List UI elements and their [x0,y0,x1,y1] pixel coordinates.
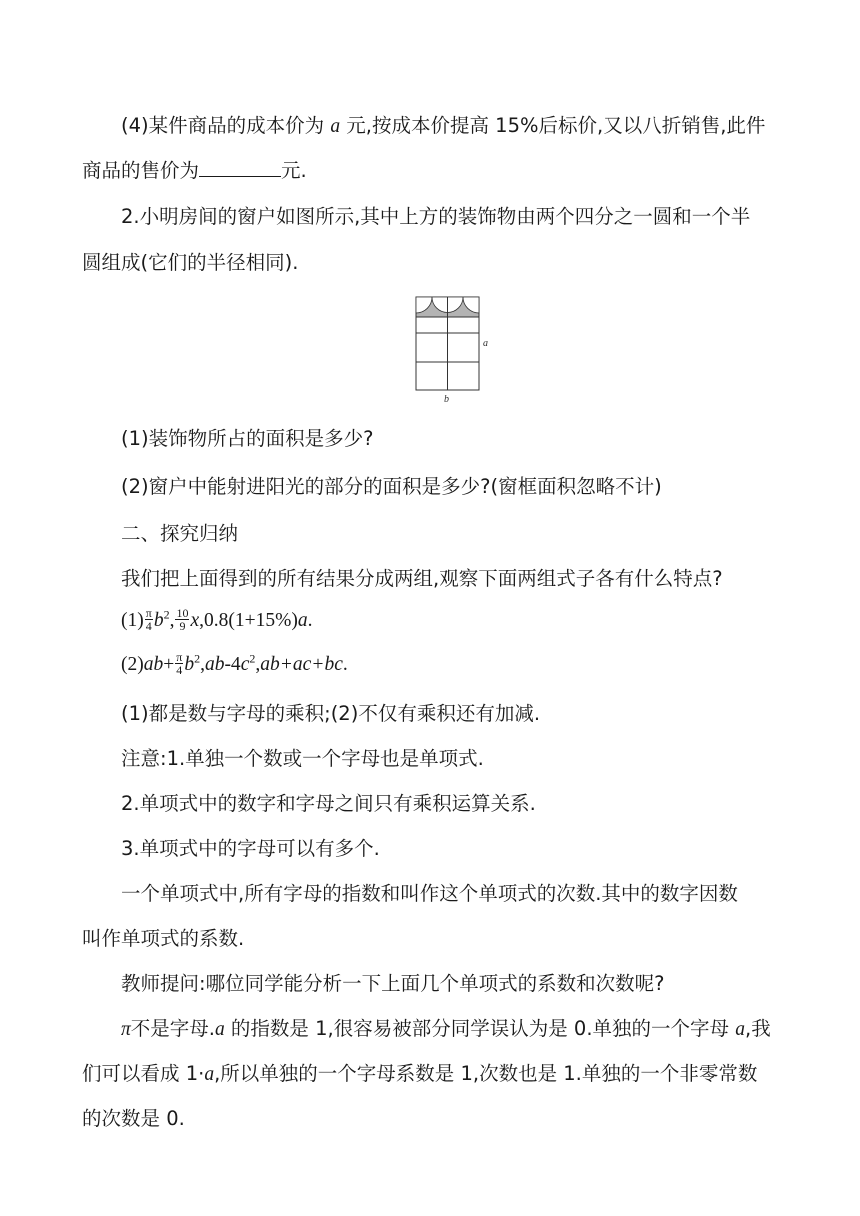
variable: b [153,610,164,631]
section-heading: 二、探究归纳 [121,522,239,545]
feature-summary: (1)都是数与字母的乘积;(2)不仅有乘积还有加减. [121,702,541,725]
answer-blank [199,158,281,177]
denominator: 9 [179,619,186,634]
text: ,我 [745,1017,771,1040]
variable: a [214,1019,225,1040]
group-1-expressions [121,607,312,635]
question-2-sub2: (2)窗户中能射进阳光的部分的面积是多少?(窗框面积忽略不计) [121,475,662,498]
variable: b [184,654,195,675]
variable: a [735,1019,745,1040]
label-a: a [483,338,488,349]
definition-line1: 一个单项式中,所有字母的指数和叫作这个单项式的次数.其中的数字因数 [121,882,738,905]
text: 们可以看成 1· [82,1062,205,1085]
variable: x [190,610,200,631]
fraction-pi-4 [175,651,183,676]
definition-line2: 叫作单项式的系数. [82,927,245,950]
question-2-sub1: (1)装饰物所占的面积是多少? [121,427,374,450]
problem-4-line1 [121,112,765,141]
text: ,0.8(1+15%) [199,610,298,631]
pi-symbol: π [121,1019,131,1040]
text: 元,按成本价提高 15%后标价,又以八折销售,此件 [340,114,766,137]
note-1: 注意:1.单独一个数或一个字母也是单项式. [121,747,484,770]
operator: + [163,654,175,675]
text: 的指数是 1,很容易被部分同学误认为是 0.单独的一个字母 [224,1017,736,1040]
denominator: 4 [176,663,183,678]
window-figure [400,293,500,408]
text: ,所以单独的一个字母系数是 1,次数也是 1.单独的一个非零常数 [214,1062,758,1085]
question-2-line2: 圆组成(它们的半径相同). [82,251,299,274]
label: (2) [121,654,144,675]
numerator: π [145,606,152,621]
text: 商品的售价为 [82,159,200,182]
comma: , [169,610,175,631]
expression: ab+ac+bc [260,654,343,675]
denominator: 4 [145,619,152,634]
variable: ab [204,654,225,675]
exponent: 2 [249,651,256,666]
answer-line1 [121,1015,771,1044]
period: . [342,654,348,675]
exponent: 2 [163,607,170,622]
period: . [307,610,313,631]
text: 不是字母. [130,1017,215,1040]
label-b: b [444,394,449,405]
variable: a [204,1064,215,1085]
variable: c [240,654,250,675]
variable: a [297,610,308,631]
text: -4 [224,654,241,675]
fraction-pi-4 [145,607,153,632]
teacher-question: 教师提问:哪位同学能分析一下上面几个单项式的系数和次数呢? [121,972,665,995]
variable: a [330,116,341,137]
comma: , [200,654,205,675]
note-2: 2.单项式中的数字和字母之间只有乘积运算关系. [121,792,536,815]
explore-intro: 我们把上面得到的所有结果分成两组,观察下面两组式子各有什么特点? [121,567,723,590]
note-3: 3.单项式中的字母可以有多个. [121,837,380,860]
numerator: π [176,650,183,665]
text: 元. [281,159,307,182]
exponent: 2 [194,651,201,666]
comma: , [255,654,261,675]
group-2-expressions [121,651,348,679]
text: (4)某件商品的成本价为 [121,114,331,137]
label: (1) [121,610,144,631]
fraction-10-9 [175,607,189,632]
numerator: 10 [176,606,189,621]
question-2-line1: 2.小明房间的窗户如图所示,其中上方的装饰物由两个四分之一圆和一个半 [121,205,751,228]
variable: ab [143,654,164,675]
answer-line2 [82,1060,757,1089]
problem-4-line2 [82,157,307,185]
answer-line3: 的次数是 0. [82,1107,185,1130]
